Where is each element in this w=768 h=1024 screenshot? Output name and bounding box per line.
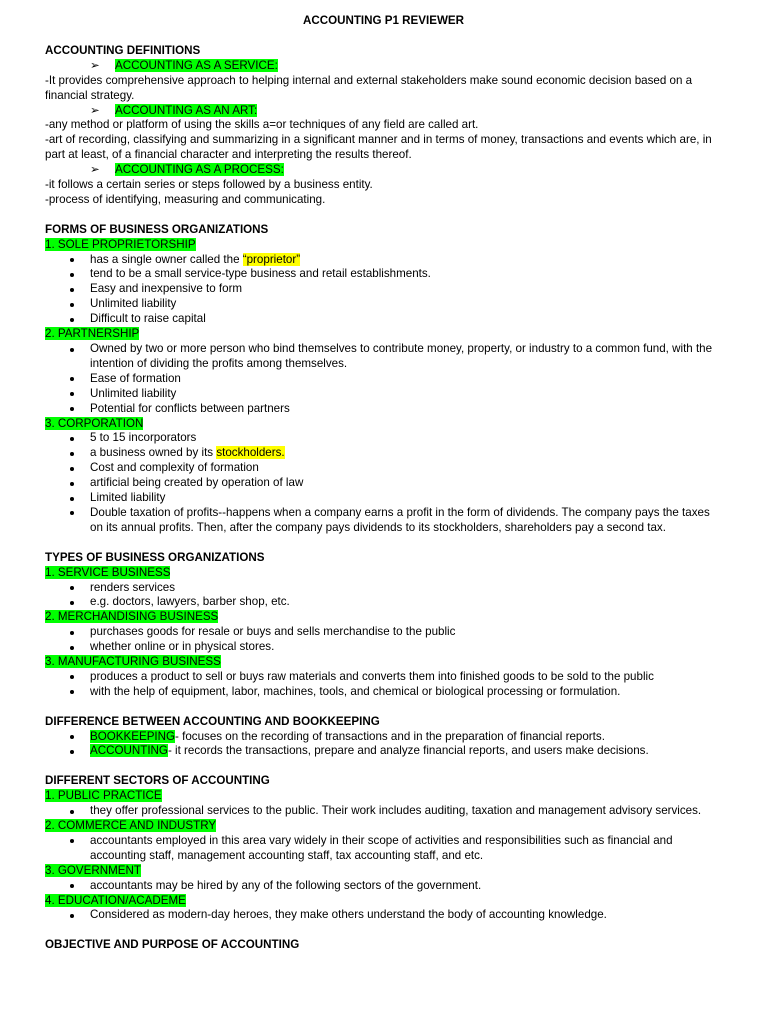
- list-item: artificial being created by operation of law: [45, 476, 722, 491]
- list-item: Difficult to raise capital: [45, 312, 722, 327]
- list-item: produces a product to sell or buys raw materials and converts them into finished goods to be sold to the public: [45, 670, 722, 685]
- proprietor-highlight: “proprietor”: [242, 252, 301, 266]
- partnership-list: [45, 342, 722, 417]
- process-text: -process of identifying, measuring and communicating.: [45, 192, 326, 206]
- public-practice-label: 1. PUBLIC PRACTICE: [45, 789, 162, 803]
- corporation-list: [45, 431, 722, 535]
- list-item: [45, 253, 722, 268]
- list-item: Cost and complexity of formation: [45, 461, 722, 476]
- forms-heading: FORMS OF BUSINESS ORGANIZATIONS: [45, 222, 269, 236]
- list-item: Limited liability: [45, 491, 722, 506]
- list-item: [45, 446, 722, 461]
- service-text: -It provides comprehensive approach to helping internal and external stakeholders make sound economic decision based on a financial strategy.: [45, 73, 693, 102]
- process-label: ACCOUNTING AS A PROCESS:: [115, 163, 284, 177]
- bookkeeping-label: BOOKKEEPING: [90, 729, 176, 743]
- list-item: [45, 744, 722, 759]
- list-item: Considered as modern-day heroes, they make others understand the body of accounting knowledge.: [45, 908, 722, 923]
- government-label: 3. GOVERNMENT: [45, 863, 141, 877]
- list-item-text: has a single owner called the: [90, 252, 243, 266]
- stockholders-highlight: stockholders.: [216, 446, 285, 460]
- list-item: whether online or in physical stores.: [45, 640, 722, 655]
- commerce-list: [45, 834, 722, 864]
- list-item: purchases goods for resale or buys and sells merchandise to the public: [45, 625, 722, 640]
- corporation-label: 3. CORPORATION: [45, 416, 144, 430]
- difference-heading: DIFFERENCE BETWEEN ACCOUNTING AND BOOKKEEPING: [45, 714, 380, 728]
- process-label-row: [45, 163, 722, 178]
- section-types: [45, 551, 722, 700]
- objective-heading: OBJECTIVE AND PURPOSE OF ACCOUNTING: [45, 938, 300, 952]
- government-list: [45, 879, 722, 894]
- education-list: [45, 908, 722, 923]
- difference-list: [45, 730, 722, 760]
- list-item: accountants employed in this area vary widely in their scope of activities and responsibilities such as financial and accounting staff, management accounting staff, tax accounting staff, and etc.: [45, 834, 722, 864]
- service-label-row: [45, 59, 722, 74]
- partnership-label: 2. PARTNERSHIP: [45, 327, 140, 341]
- manufacturing-label: 3. MANUFACTURING BUSINESS: [45, 655, 221, 669]
- bookkeeping-text: - focuses on the recording of transactions and in the preparation of financial reports.: [175, 729, 605, 743]
- manufacturing-list: [45, 670, 722, 700]
- list-item: Easy and inexpensive to form: [45, 282, 722, 297]
- merchandising-label: 2. MERCHANDISING BUSINESS: [45, 610, 219, 624]
- service-business-list: [45, 581, 722, 611]
- accounting-label: ACCOUNTING: [90, 744, 168, 758]
- commerce-label: 2. COMMERCE AND INDUSTRY: [45, 818, 217, 832]
- list-item: 5 to 15 incorporators: [45, 431, 722, 446]
- art-text: -art of recording, classifying and summarizing in a significant manner and in terms of money, transactions and events which are, in part at least, of a financial character and interpreting the results thereof.: [45, 133, 712, 162]
- list-item-text: a business owned by its: [90, 446, 217, 460]
- list-item: tend to be a small service-type business and retail establishments.: [45, 267, 722, 282]
- list-item: Double taxation of profits--happens when a company earns a profit in the form of dividends. The company pays the taxes on its annual profits. Then, after the company pays dividends to its stockholders, shareholders pay a second tax.: [45, 506, 722, 536]
- art-label-row: [45, 104, 722, 119]
- list-item: Potential for conflicts between partners: [45, 402, 722, 417]
- public-practice-list: [45, 804, 722, 819]
- art-text: -any method or platform of using the skills a=or techniques of any field are called art.: [45, 118, 479, 132]
- education-label: 4. EDUCATION/ACADEME: [45, 893, 186, 907]
- arrow-bullet-icon: ➢: [90, 103, 100, 117]
- sectors-heading: DIFFERENT SECTORS OF ACCOUNTING: [45, 774, 270, 788]
- list-item: Ease of formation: [45, 372, 722, 387]
- list-item: Owned by two or more person who bind themselves to contribute money, property, or industry to a common fund, with the intention of dividing the profits among themselves.: [45, 342, 722, 372]
- definitions-heading: ACCOUNTING DEFINITIONS: [45, 43, 201, 57]
- section-difference: [45, 715, 722, 760]
- list-item: Unlimited liability: [45, 387, 722, 402]
- list-item: with the help of equipment, labor, machines, tools, and chemical or biological processing or formulation.: [45, 685, 722, 700]
- sole-label: 1. SOLE PROPRIETORSHIP: [45, 237, 196, 251]
- arrow-bullet-icon: ➢: [90, 163, 100, 177]
- list-item: they offer professional services to the public. Their work includes auditing, taxation and management advisory services.: [45, 804, 722, 819]
- sole-list: [45, 253, 722, 328]
- merchandising-list: [45, 625, 722, 655]
- list-item: renders services: [45, 581, 722, 596]
- arrow-bullet-icon: ➢: [90, 58, 100, 72]
- list-item: accountants may be hired by any of the following sectors of the government.: [45, 879, 722, 894]
- types-heading: TYPES OF BUSINESS ORGANIZATIONS: [45, 550, 265, 564]
- section-forms: [45, 223, 722, 536]
- list-item: e.g. doctors, lawyers, barber shop, etc.: [45, 595, 722, 610]
- section-definitions: [45, 44, 722, 208]
- list-item: Unlimited liability: [45, 297, 722, 312]
- process-text: -it follows a certain series or steps followed by a business entity.: [45, 178, 373, 192]
- list-item: [45, 730, 722, 745]
- section-sectors: [45, 774, 722, 923]
- service-business-label: 1. SERVICE BUSINESS: [45, 565, 171, 579]
- page-title: ACCOUNTING P1 REVIEWER: [302, 14, 465, 27]
- accounting-text: - it records the transactions, prepare and analyze financial reports, and users make decisions.: [167, 744, 649, 758]
- service-label: ACCOUNTING AS A SERVICE:: [115, 58, 278, 72]
- art-label: ACCOUNTING AS AN ART:: [115, 103, 258, 117]
